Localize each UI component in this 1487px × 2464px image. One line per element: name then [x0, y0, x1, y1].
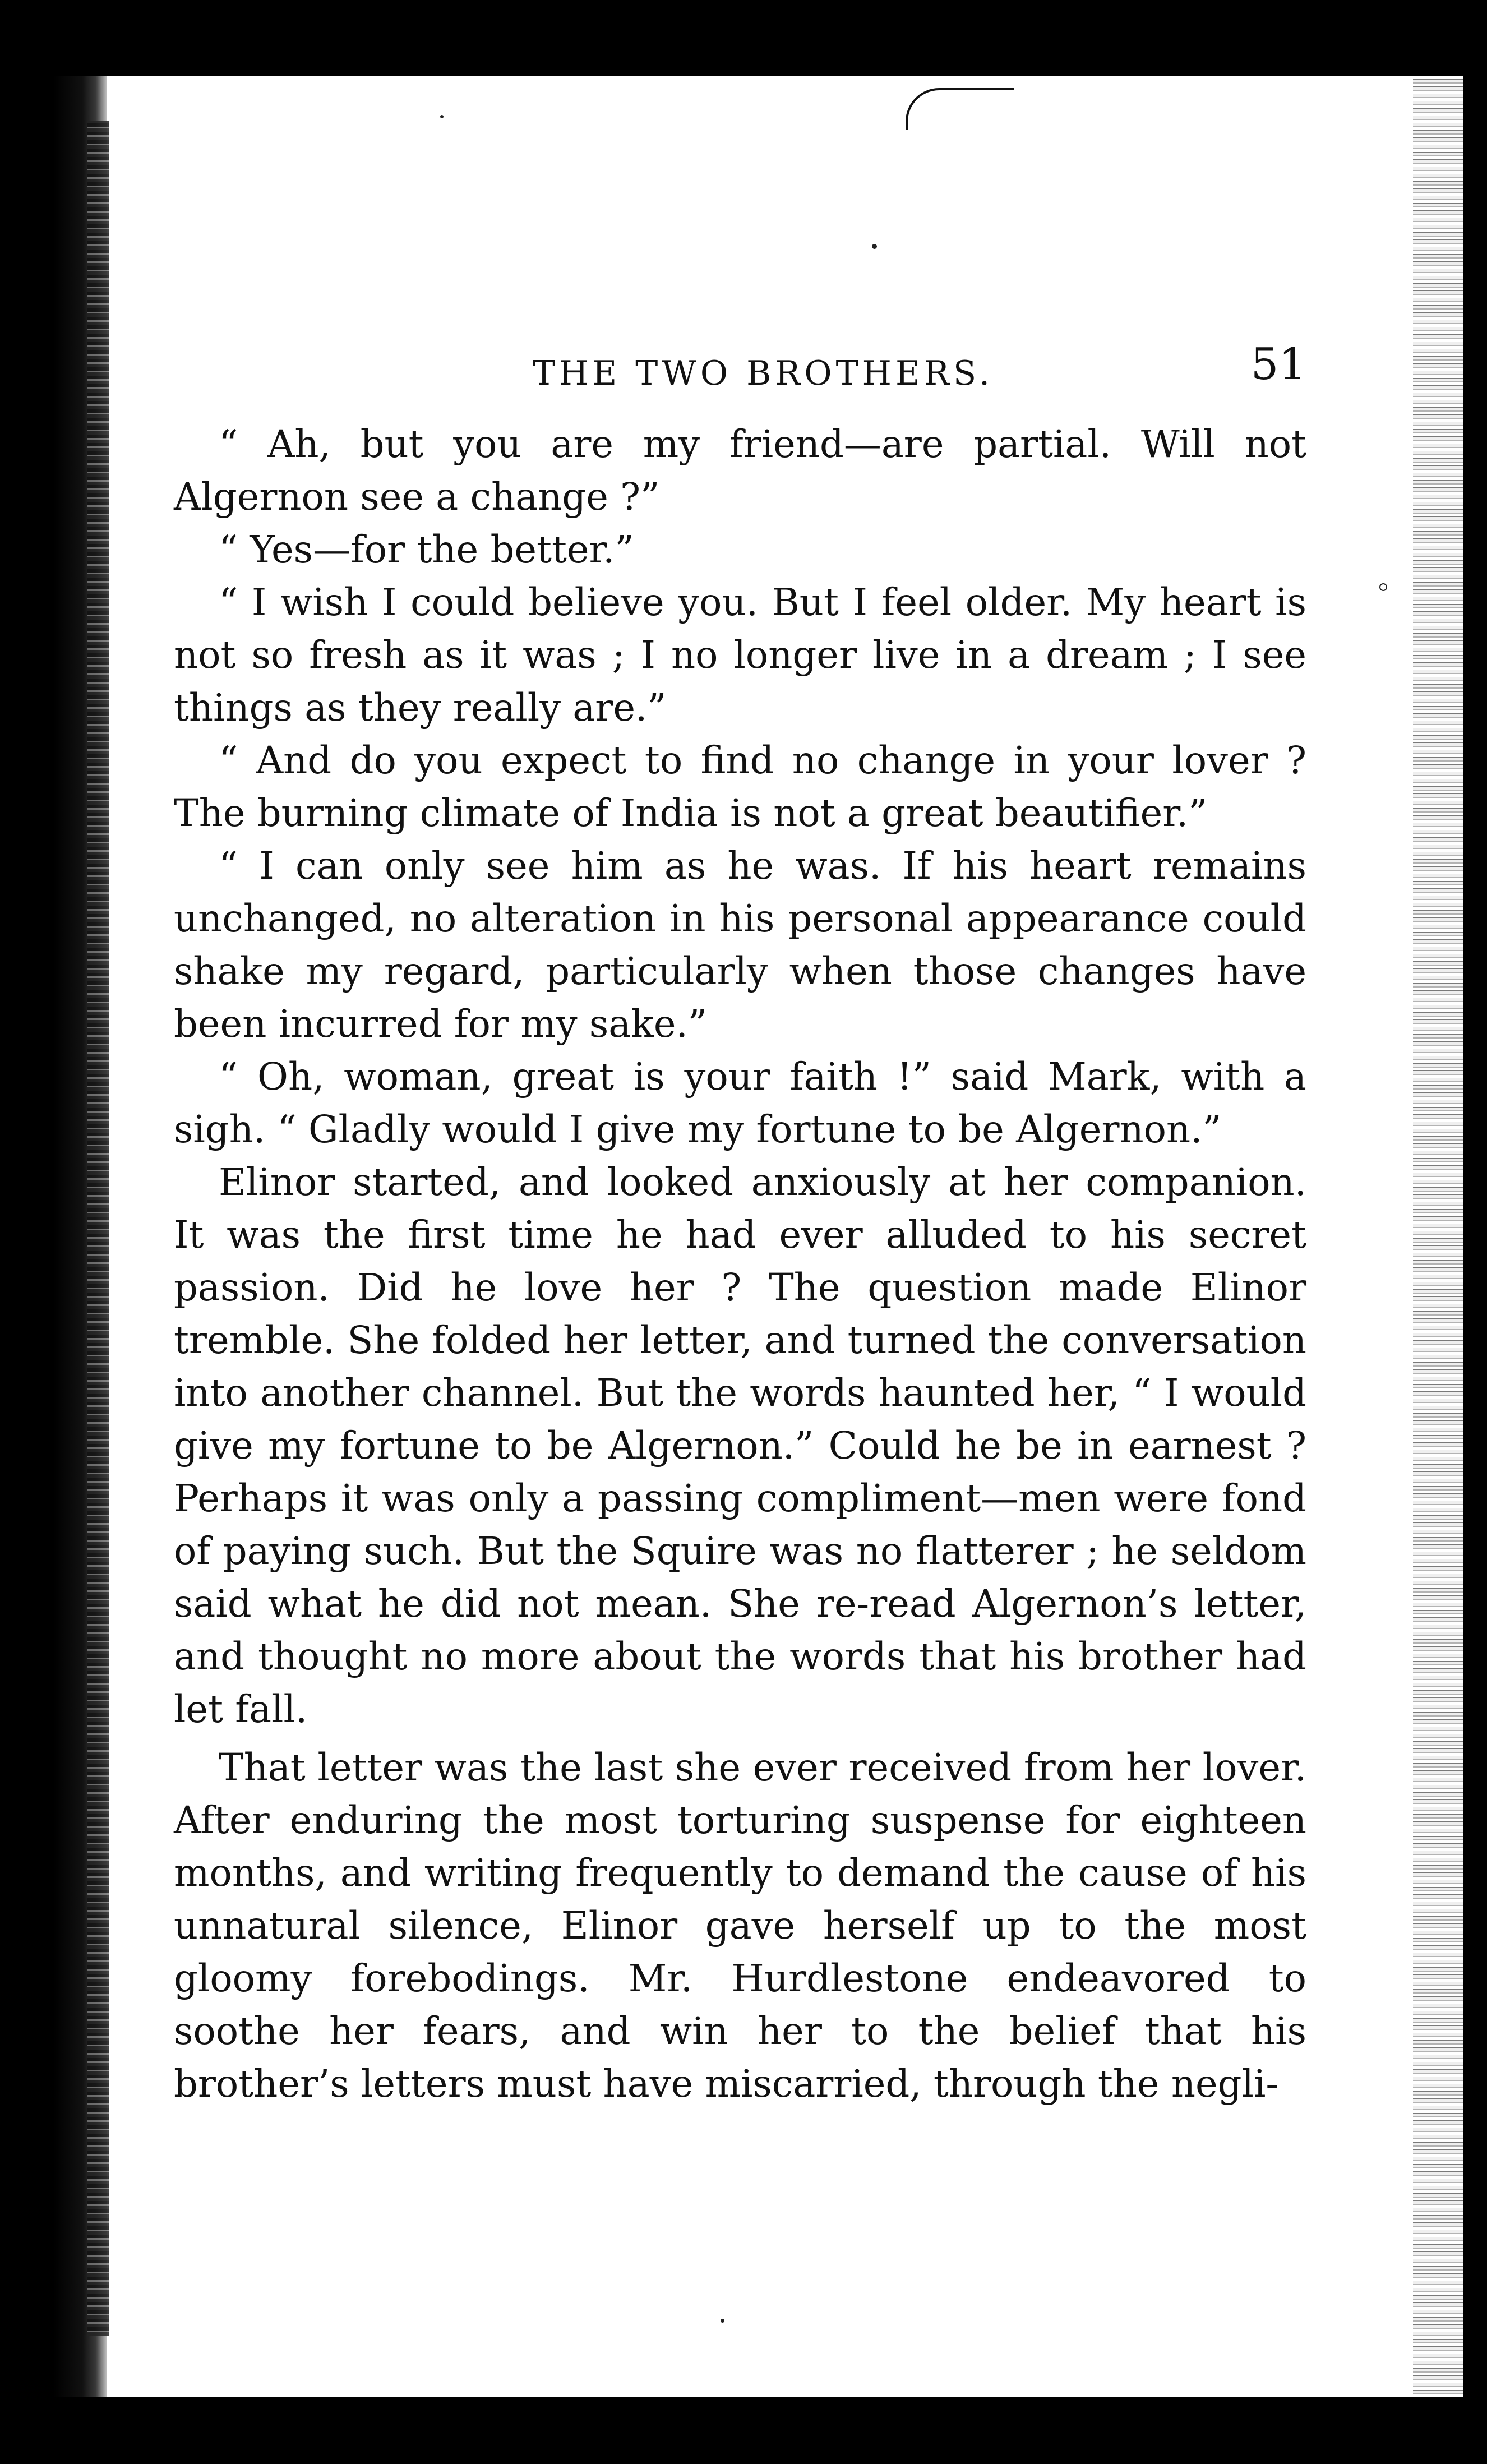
paragraph: “ I can only see him as he was. If his heart remains unchanged, no alteration in his personal appearance could shake my regard, particularly when those changes have been incurred for my sake.”	[174, 844, 1306, 1046]
paragraph: That letter was the last she ever received from her lover. After enduring the most torturing suspense for eighteen months, and writing frequently to demand the cause of his unnatural silence, Elinor gave herself up to the most gloomy forebodings. Mr. Hurdlestone endeavored to soothe her fears, and win her to the belief that his brother’s letters must have miscarried, through the negli-	[174, 1746, 1306, 2106]
speck	[872, 244, 877, 249]
speck	[721, 2319, 724, 2323]
running-header	[177, 339, 1306, 401]
scan-mark	[906, 88, 1014, 130]
paragraph: “ Yes—for the better.”	[219, 528, 634, 571]
paragraph: “ I wish I could believe you. But I feel older. My heart is not so fresh as it was ; I no longer live in a dream ; I see things as they really are.”	[174, 580, 1306, 730]
paragraph: “ Ah, but you are my friend—are partial. Will not Algernon see a change ?”	[174, 422, 1306, 519]
page-number: 51	[1250, 339, 1306, 390]
binding-edge	[87, 121, 109, 2336]
speck	[1379, 583, 1387, 591]
book-page	[53, 76, 1463, 2397]
speck	[440, 115, 444, 118]
paragraph: Elinor started, and looked anxiously at her companion. It was the first time he had ever alluded to his secret passion. Did he love her ? The question made Elinor tremble. She folded her letter, and turned the conversation into another channel. But the words haunted her, “ I would give my fortune to be Algernon.” Could he be in earnest ? Perhaps it was only a passing compliment—men were fond of paying such. But the Squire was no flatterer ; he seldom said what he did not mean. She re-read Algernon’s letter, and thought no more about the words that his brother had let fall.	[174, 1160, 1306, 1731]
running-title: THE TWO BROTHERS.	[533, 354, 994, 393]
body-text	[174, 418, 1306, 2110]
paragraph: “ Oh, woman, great is your faith !” said Mark, with a sigh. “ Gladly would I give my fortune to be Algernon.”	[174, 1055, 1306, 1151]
page-edge	[1413, 76, 1463, 2397]
paragraph: “ And do you expect to find no change in your lover ? The burning climate of India is not a great beautifier.”	[174, 739, 1306, 835]
